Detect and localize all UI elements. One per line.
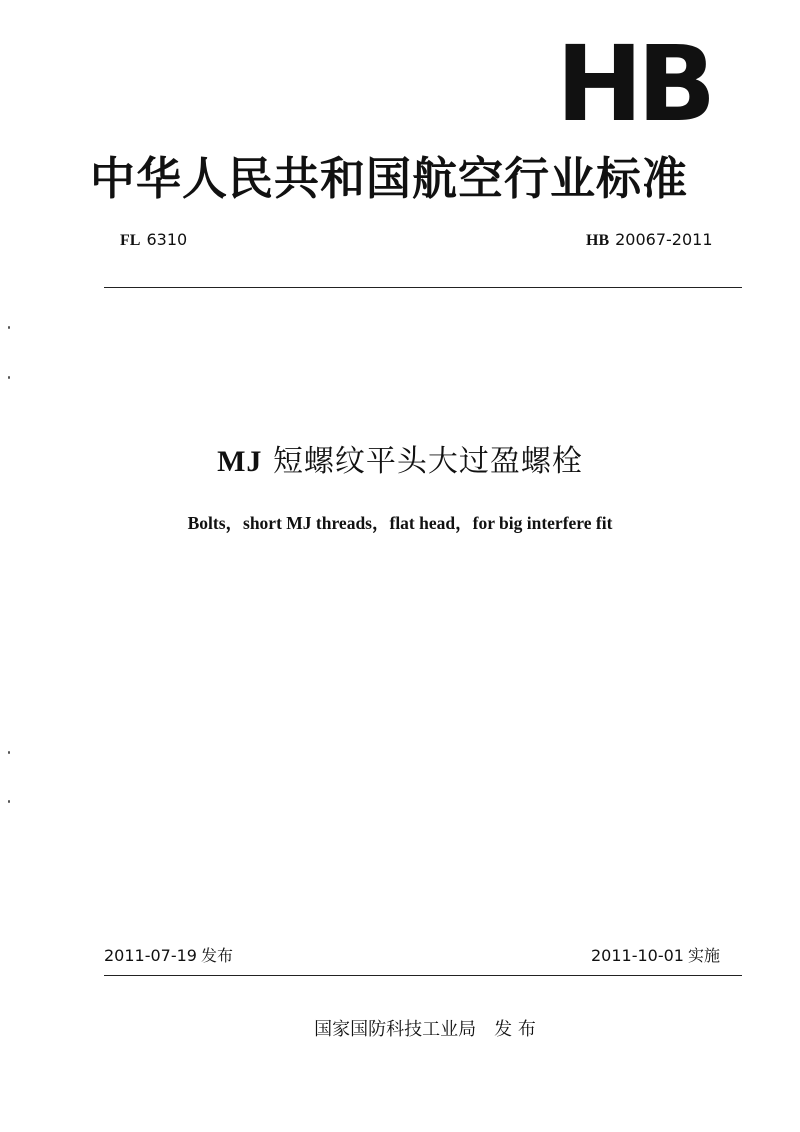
issuer-line xyxy=(0,1015,800,1041)
issuer-name: 国家国防科技工业局 xyxy=(314,1019,477,1040)
implementation-label: 实施 xyxy=(687,946,720,965)
document-title-chinese: 短螺纹平头大过盈螺栓 xyxy=(272,444,583,479)
hb-logo-text: HB xyxy=(556,42,711,124)
scan-speck xyxy=(8,376,10,379)
standard-title: 中华人民共和国航空行业标准 xyxy=(90,152,689,205)
standard-prefix: HB xyxy=(586,232,610,249)
issuer-action: 发 布 xyxy=(494,1019,536,1040)
issue-date: 2011-07-19 xyxy=(104,946,197,965)
classification-prefix: FL xyxy=(120,232,141,249)
classification-code xyxy=(120,230,187,250)
scan-speck xyxy=(8,326,10,329)
standard-number: 20067-2011 xyxy=(615,230,713,249)
bottom-divider xyxy=(104,975,742,976)
implementation-date-line xyxy=(591,943,720,966)
classification-number: 6310 xyxy=(146,230,188,249)
hb-logo xyxy=(556,42,712,124)
top-divider xyxy=(104,287,742,288)
standard-code xyxy=(586,230,713,250)
implementation-date: 2011-10-01 xyxy=(591,946,684,965)
document-title-english: Bolts，short MJ threads，flat head，for big interfere fit xyxy=(187,513,613,533)
scan-speck xyxy=(8,751,10,754)
issue-date-line xyxy=(104,943,233,966)
document-title-prefix: MJ xyxy=(217,445,263,478)
document-title xyxy=(0,436,800,480)
scan-speck xyxy=(8,800,10,803)
issue-label: 发布 xyxy=(200,946,233,965)
